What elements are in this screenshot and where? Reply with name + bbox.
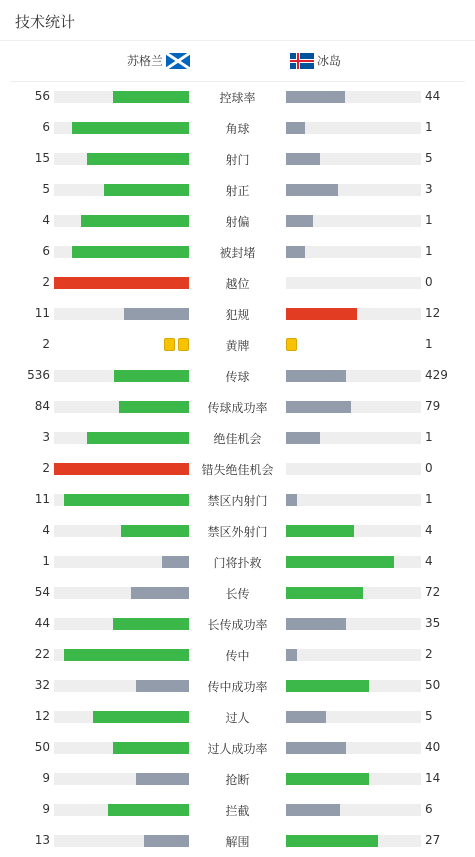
away-value: 14 (425, 771, 441, 785)
away-team (290, 53, 341, 69)
home-team (127, 53, 190, 69)
stat-row (0, 516, 475, 547)
home-bar-track (54, 215, 189, 227)
home-bar-track (54, 494, 189, 506)
home-value: 32 (34, 678, 50, 692)
stat-row (0, 237, 475, 268)
away-bar-fill (286, 618, 346, 630)
home-bar-fill (81, 215, 189, 227)
stat-label: 解围 (225, 835, 250, 849)
stat-label: 禁区外射门 (207, 525, 268, 539)
away-bar-track (286, 277, 421, 289)
stat-label: 错失绝佳机会 (201, 463, 274, 477)
stat-label: 过人 (225, 711, 250, 725)
stat-label: 角球 (225, 122, 250, 136)
away-bar-track (286, 618, 421, 630)
away-bar-fill (286, 711, 326, 723)
stat-row (0, 330, 475, 361)
home-bar-fill (113, 742, 189, 754)
away-value: 1 (425, 244, 433, 258)
home-value: 6 (42, 244, 50, 258)
away-value: 72 (425, 585, 441, 599)
home-value: 9 (42, 771, 50, 785)
stat-row (0, 82, 475, 113)
home-bar-fill (136, 680, 189, 692)
stat-label: 门将扑救 (213, 556, 262, 570)
away-bar-track (286, 91, 421, 103)
away-value: 5 (425, 709, 433, 723)
away-bar-track (286, 711, 421, 723)
home-bar-fill (87, 432, 189, 444)
away-value: 44 (425, 89, 441, 103)
stat-label: 被封堵 (219, 246, 256, 260)
away-team-name: 冰岛 (317, 54, 342, 68)
yellow-card-icon (164, 338, 175, 351)
away-value: 40 (425, 740, 441, 754)
stat-row (0, 113, 475, 144)
home-value: 11 (34, 492, 50, 506)
away-bar-track (286, 308, 421, 320)
home-value: 22 (34, 647, 50, 661)
home-value: 9 (42, 802, 50, 816)
home-value: 536 (27, 368, 50, 382)
stat-label: 过人成功率 (207, 742, 268, 756)
away-bar-fill (286, 215, 313, 227)
away-bar-track (286, 773, 421, 785)
home-bar-track (54, 587, 189, 599)
away-bar-fill (286, 370, 346, 382)
stat-row (0, 144, 475, 175)
home-bar-track (54, 122, 189, 134)
stat-row (0, 175, 475, 206)
away-bar-fill (286, 246, 305, 258)
stat-row (0, 609, 475, 640)
home-bar-fill (54, 463, 189, 475)
away-bar-fill (286, 556, 394, 568)
home-value: 56 (34, 89, 50, 103)
home-bar-track (54, 153, 189, 165)
away-bar-track (286, 587, 421, 599)
away-bar-fill (286, 184, 338, 196)
stat-label: 绝佳机会 (213, 432, 262, 446)
away-value: 79 (425, 399, 441, 413)
home-value: 12 (34, 709, 50, 723)
away-value: 5 (425, 151, 433, 165)
home-value: 6 (42, 120, 50, 134)
away-bar-fill (286, 153, 320, 165)
home-bar-track (54, 463, 189, 475)
away-bar-fill (286, 835, 378, 847)
away-bar-track (286, 494, 421, 506)
home-bar-track (54, 91, 189, 103)
away-yellow-cards (286, 338, 297, 351)
stat-label: 拦截 (225, 804, 250, 818)
stat-label: 控球率 (219, 91, 256, 105)
home-bar-track (54, 246, 189, 258)
away-value: 6 (425, 802, 433, 816)
away-value: 0 (425, 461, 433, 475)
home-value: 4 (42, 213, 50, 227)
away-bar-track (286, 401, 421, 413)
stat-label: 传中成功率 (207, 680, 268, 694)
away-value: 429 (425, 368, 448, 382)
stat-row (0, 206, 475, 237)
home-bar-track (54, 277, 189, 289)
stat-label: 射门 (225, 153, 250, 167)
home-value: 5 (42, 182, 50, 196)
away-value: 1 (425, 337, 433, 351)
home-value: 2 (42, 461, 50, 475)
home-bar-fill (108, 804, 189, 816)
stat-row (0, 361, 475, 392)
iceland-flag-icon (290, 53, 314, 69)
home-bar-fill (93, 711, 189, 723)
stats-header (0, 0, 475, 41)
away-bar-track (286, 742, 421, 754)
away-bar-track (286, 835, 421, 847)
home-value: 11 (34, 306, 50, 320)
home-bar-fill (131, 587, 189, 599)
away-bar-fill (286, 587, 363, 599)
away-bar-fill (286, 680, 369, 692)
home-value: 3 (42, 430, 50, 444)
away-bar-track (286, 184, 421, 196)
away-value: 27 (425, 833, 441, 847)
home-bar-track (54, 804, 189, 816)
home-bar-fill (104, 184, 189, 196)
away-bar-track (286, 556, 421, 568)
away-value: 0 (425, 275, 433, 289)
away-bar-track (286, 680, 421, 692)
home-value: 4 (42, 523, 50, 537)
home-bar-track (54, 773, 189, 785)
home-bar-track (54, 432, 189, 444)
away-bar-fill (286, 649, 297, 661)
yellow-card-icon (286, 338, 297, 351)
stat-label: 射正 (225, 184, 250, 198)
away-bar-track (286, 246, 421, 258)
away-value: 12 (425, 306, 441, 320)
home-bar-track (54, 370, 189, 382)
away-value: 1 (425, 120, 433, 134)
away-bar-track (286, 463, 421, 475)
away-bar-fill (286, 401, 351, 413)
home-bar-track (54, 525, 189, 537)
away-bar-track (286, 804, 421, 816)
stat-row (0, 795, 475, 826)
stat-row (0, 392, 475, 423)
stat-row (0, 547, 475, 578)
home-bar-track (54, 680, 189, 692)
home-bar-track (54, 742, 189, 754)
away-value: 4 (425, 523, 433, 537)
home-bar-track (54, 308, 189, 320)
home-bar-fill (54, 277, 189, 289)
home-bar-track (54, 835, 189, 847)
home-bar-track (54, 618, 189, 630)
home-bar-fill (121, 525, 189, 537)
home-bar-fill (113, 618, 189, 630)
away-bar-fill (286, 308, 357, 320)
stat-row (0, 702, 475, 733)
away-value: 1 (425, 430, 433, 444)
yellow-card-icon (178, 338, 189, 351)
away-value: 1 (425, 492, 433, 506)
scotland-flag-icon (166, 53, 190, 69)
stat-label: 长传成功率 (207, 618, 268, 632)
stat-row (0, 423, 475, 454)
stat-row (0, 299, 475, 330)
away-value: 35 (425, 616, 441, 630)
home-bar-track (54, 711, 189, 723)
home-bar-track (54, 401, 189, 413)
away-bar-fill (286, 494, 297, 506)
away-bar-fill (286, 122, 305, 134)
stat-label: 越位 (225, 277, 250, 291)
away-bar-track (286, 649, 421, 661)
stat-label: 传球成功率 (207, 401, 268, 415)
home-value: 44 (34, 616, 50, 630)
stat-row (0, 578, 475, 609)
home-value: 2 (42, 275, 50, 289)
home-bar-fill (136, 773, 189, 785)
home-bar-fill (124, 308, 189, 320)
stat-row (0, 268, 475, 299)
home-bar-fill (87, 153, 189, 165)
away-value: 50 (425, 678, 441, 692)
home-value: 1 (42, 554, 50, 568)
stat-row (0, 485, 475, 516)
stat-label: 抢断 (225, 773, 250, 787)
home-bar-fill (144, 835, 189, 847)
home-value: 84 (34, 399, 50, 413)
away-bar-track (286, 215, 421, 227)
away-bar-fill (286, 432, 320, 444)
stat-row (0, 826, 475, 857)
home-bar-fill (64, 494, 189, 506)
home-bar-fill (119, 401, 189, 413)
home-team-name: 苏格兰 (126, 54, 163, 68)
away-bar-track (286, 525, 421, 537)
stat-label: 禁区内射门 (207, 494, 268, 508)
away-bar-fill (286, 742, 346, 754)
away-bar-fill (286, 91, 345, 103)
teams-header (10, 41, 465, 82)
home-bar-fill (114, 370, 189, 382)
stat-label: 传球 (225, 370, 250, 384)
stat-row (0, 640, 475, 671)
home-value: 54 (34, 585, 50, 599)
home-bar-fill (113, 91, 189, 103)
away-value: 1 (425, 213, 433, 227)
stat-row (0, 671, 475, 702)
home-bar-track (54, 184, 189, 196)
away-bar-track (286, 122, 421, 134)
home-bar-fill (64, 649, 189, 661)
stat-label: 黄牌 (225, 339, 250, 353)
stat-label: 长传 (225, 587, 250, 601)
away-bar-track (286, 370, 421, 382)
away-bar-track (286, 153, 421, 165)
away-bar-fill (286, 525, 354, 537)
home-value: 2 (42, 337, 50, 351)
away-bar-fill (286, 773, 369, 785)
away-value: 3 (425, 182, 433, 196)
away-bar-fill (286, 804, 340, 816)
home-bar-track (54, 649, 189, 661)
home-bar-fill (162, 556, 189, 568)
home-yellow-cards (164, 338, 189, 351)
stat-label: 传中 (225, 649, 250, 663)
stat-row (0, 733, 475, 764)
stats-list (0, 82, 475, 857)
away-value: 4 (425, 554, 433, 568)
home-value: 13 (34, 833, 50, 847)
home-bar-track (54, 556, 189, 568)
home-bar-fill (72, 122, 189, 134)
home-value: 15 (34, 151, 50, 165)
stat-row (0, 764, 475, 795)
stat-row (0, 454, 475, 485)
home-bar-fill (72, 246, 189, 258)
stat-label: 射偏 (225, 215, 250, 229)
page-title: 技术统计 (15, 13, 76, 31)
away-bar-track (286, 432, 421, 444)
away-value: 2 (425, 647, 433, 661)
stat-label: 犯规 (225, 308, 250, 322)
home-value: 50 (34, 740, 50, 754)
